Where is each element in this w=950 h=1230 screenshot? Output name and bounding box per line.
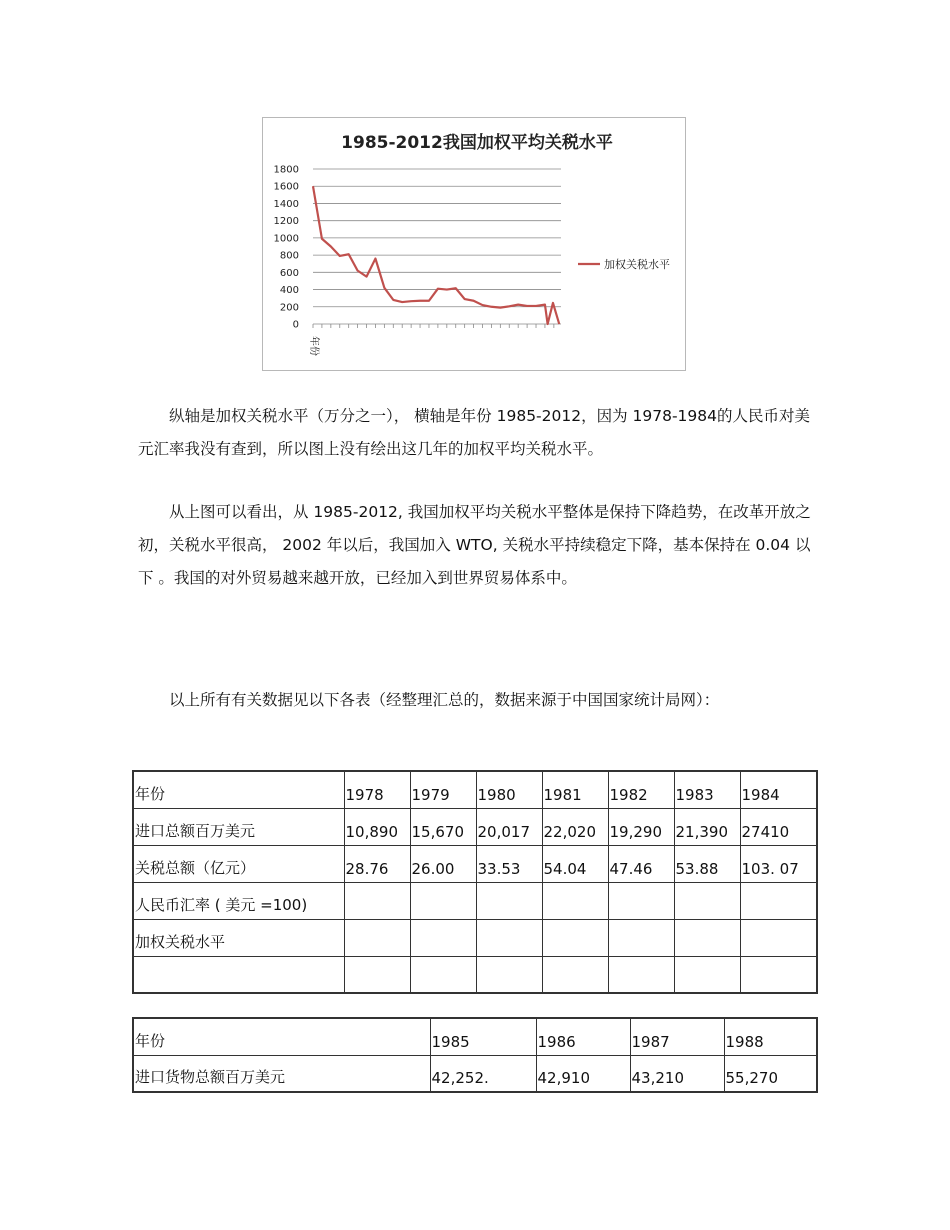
table-cell: 55,270 [724, 1055, 817, 1092]
table-cell [740, 956, 817, 993]
table-cell [344, 919, 410, 956]
table-cell: 1985 [430, 1018, 536, 1055]
table-cell: 27410 [740, 808, 817, 845]
table-cell [674, 882, 740, 919]
table-cell: 1980 [476, 771, 542, 808]
table-cell: 53.88 [674, 845, 740, 882]
y-tick-label: 600 [279, 267, 299, 279]
paragraph-data-source [138, 684, 818, 717]
table-row [133, 808, 817, 845]
paragraph-2: 从上图可以看出，从 1985-2012, 我国加权平均关税水平整体是保持下降趋势，在改革开放之初，关税水平很高， 2002 年以后，我国加入 WTO, 关税水平持续稳定下降，基本保持在 0.04 以下 。我国的对外贸易越来越开放，已经加入到世界贸易体系中。 [138, 503, 811, 587]
table-cell [542, 882, 608, 919]
table-cell [542, 956, 608, 993]
table-cell: 43,210 [630, 1055, 724, 1092]
table-cell: 47.46 [608, 845, 674, 882]
y-tick-label: 800 [279, 250, 299, 262]
tariff-line-chart [263, 118, 685, 370]
table-cell: 103. 07 [740, 845, 817, 882]
table-cell [608, 882, 674, 919]
table-cell [740, 919, 817, 956]
y-tick-label: 1400 [273, 198, 299, 210]
table-row [133, 882, 817, 919]
table-cell: 54.04 [542, 845, 608, 882]
y-tick-label: 0 [292, 319, 299, 331]
table-cell [476, 956, 542, 993]
legend-label: 加权关税水平 [604, 258, 670, 271]
table-cell: 15,670 [410, 808, 476, 845]
table-cell: 1988 [724, 1018, 817, 1055]
tariff-chart [262, 117, 686, 371]
table-cell: 22,020 [542, 808, 608, 845]
table-cell: 33.53 [476, 845, 542, 882]
table-cell: 10,890 [344, 808, 410, 845]
paragraph-3: 以上所有有关数据见以下各表（经整理汇总的，数据来源于中国国家统计局网）： [169, 691, 720, 709]
table-cell: 1979 [410, 771, 476, 808]
data-table-1978-1984 [132, 770, 818, 994]
y-tick-label: 400 [279, 285, 299, 297]
row-header-cell: 人民币汇率 ( 美元 =100) [133, 882, 344, 919]
table-cell: 28.76 [344, 845, 410, 882]
table-cell [542, 919, 608, 956]
data-table-1985-1988 [132, 1017, 818, 1093]
paragraph-axis-explanation [138, 400, 818, 466]
table-cell: 1983 [674, 771, 740, 808]
table-cell [476, 882, 542, 919]
table-cell: 1981 [542, 771, 608, 808]
table-row [133, 771, 817, 808]
table-cell: 1986 [536, 1018, 630, 1055]
paragraph-trend-analysis [138, 496, 818, 595]
paragraph-1: 纵轴是加权关税水平（万分之一）， 横轴是年份 1985-2012，因为 1978-1984的人民币对美元汇率我没有查到，所以图上没有绘出这几年的加权平均关税水平。 [138, 407, 811, 458]
table-cell [674, 956, 740, 993]
table-cell [476, 919, 542, 956]
table-cell: 26.00 [410, 845, 476, 882]
table-cell: 1982 [608, 771, 674, 808]
row-header-cell: 加权关税水平 [133, 919, 344, 956]
y-tick-label: 200 [279, 302, 299, 314]
table-cell [740, 882, 817, 919]
table-row [133, 956, 817, 993]
table-cell: 1978 [344, 771, 410, 808]
table-cell: 21,390 [674, 808, 740, 845]
table-cell: 42,252. [430, 1055, 536, 1092]
y-tick-label: 1800 [273, 164, 299, 176]
table-cell [344, 882, 410, 919]
chart-title: 1985-2012我国加权平均关税水平 [341, 133, 613, 153]
table-cell [410, 882, 476, 919]
table-cell [410, 956, 476, 993]
table-row [133, 845, 817, 882]
row-header-cell: 进口总额百万美元 [133, 808, 344, 845]
x-axis-label: 年份 [308, 336, 319, 356]
table-cell [608, 919, 674, 956]
table-cell: 1987 [630, 1018, 724, 1055]
table-row [133, 919, 817, 956]
y-tick-label: 1000 [273, 233, 299, 245]
row-header-cell: 年份 [133, 1018, 430, 1055]
table-cell [674, 919, 740, 956]
table-cell: 42,910 [536, 1055, 630, 1092]
table-row [133, 1018, 817, 1055]
table-cell [608, 956, 674, 993]
y-tick-label: 1200 [273, 216, 299, 228]
table-row [133, 1055, 817, 1092]
table-cell: 20,017 [476, 808, 542, 845]
table-cell [344, 956, 410, 993]
table-cell: 19,290 [608, 808, 674, 845]
row-header-cell: 关税总额（亿元） [133, 845, 344, 882]
y-tick-label: 1600 [273, 181, 299, 193]
row-header-cell: 进口货物总额百万美元 [133, 1055, 430, 1092]
table-cell [410, 919, 476, 956]
row-header-cell [133, 956, 344, 993]
row-header-cell: 年份 [133, 771, 344, 808]
table-cell: 1984 [740, 771, 817, 808]
